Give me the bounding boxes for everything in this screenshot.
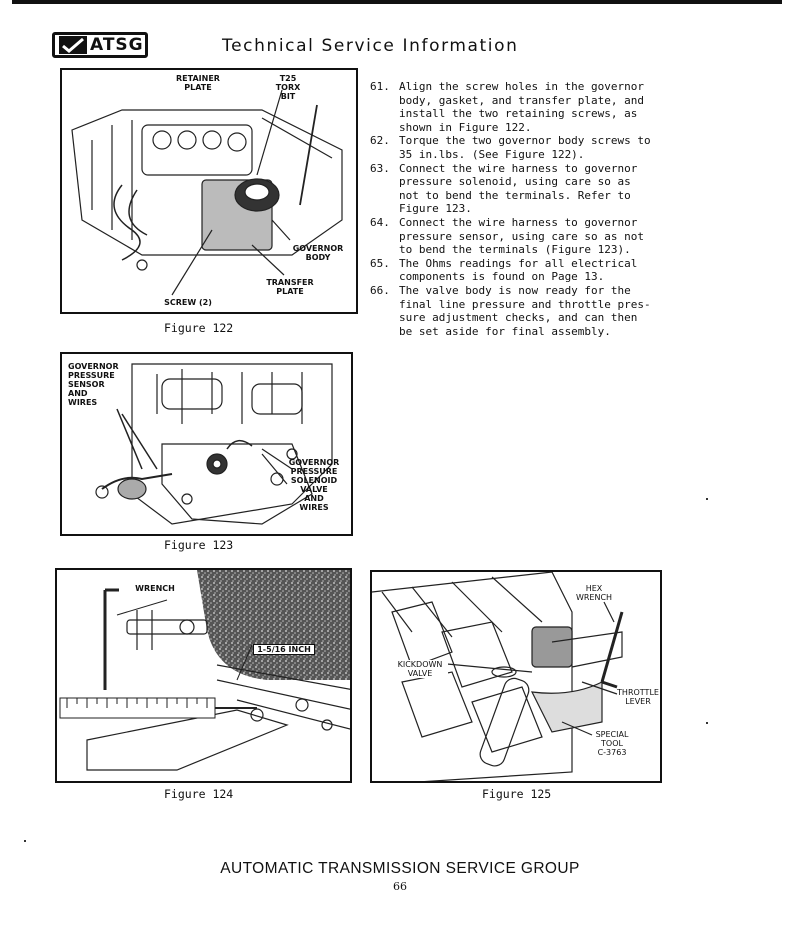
step-64 <box>370 216 670 257</box>
step-65 <box>370 257 670 284</box>
step-66 <box>370 284 670 338</box>
figure-124-caption: Figure 124 <box>164 787 234 801</box>
scan-speck <box>24 840 26 842</box>
atsg-logo <box>52 32 148 58</box>
step-text: Connect the wire harness to governor pressure sensor, using care so as not to bend the terminals (Figure 123). <box>399 215 645 257</box>
figure-125-image <box>370 570 662 783</box>
step-text: Align the screw holes in the governor body, gasket, and transfer plate, and install the two retaining screws, as shown in Figure 122. <box>399 80 645 134</box>
governor-pressure-solenoid-label: GOVERNOR PRESSURE SOLENOID VALVE AND WIRES <box>288 458 340 512</box>
page-title: Technical Service Information <box>222 36 519 56</box>
figure-122-caption: Figure 122 <box>164 321 234 335</box>
figure-123-caption: Figure 123 <box>164 538 234 552</box>
step-number: 62. <box>370 134 390 148</box>
footer-organization: AUTOMATIC TRANSMISSION SERVICE GROUP <box>220 860 580 877</box>
step-text: Torque the two governor body screws to 35 in.lbs. (See Figure 122). <box>399 134 651 161</box>
step-62 <box>370 134 670 161</box>
step-number: 63. <box>370 161 390 175</box>
figure-123-image <box>60 352 353 536</box>
special-tool-label: SPECIAL TOOL C-3763 <box>595 730 629 757</box>
top-rule <box>12 0 782 4</box>
instruction-steps <box>370 80 670 338</box>
checkmark-icon <box>59 36 87 54</box>
step-61 <box>370 80 670 134</box>
throttle-lever-label: THROTTLE LEVER <box>617 688 659 706</box>
logo-text: ATSG <box>90 35 144 55</box>
t25-torx-bit-label: T25 TORX BIT <box>275 74 301 101</box>
ruler-scale <box>60 698 257 718</box>
figure-125-caption: Figure 125 <box>482 787 552 801</box>
transfer-plate-label: TRANSFER PLATE <box>266 278 314 296</box>
retainer-plate-label: RETAINER PLATE <box>176 74 220 92</box>
step-text: Connect the wire harness to governor pressure solenoid, using care so as not to bend the terminals. Refer to Figure 123. <box>399 161 638 216</box>
governor-body-label: GOVERNOR BODY <box>292 244 344 262</box>
figure-122-image <box>60 68 358 314</box>
page-number: 66 <box>393 880 407 893</box>
figure-124-drawing <box>57 570 352 783</box>
step-number: 66. <box>370 283 390 297</box>
step-number: 64. <box>370 215 390 229</box>
measurement-label: 1-5/16 INCH <box>253 644 315 655</box>
wrench-label: WRENCH <box>135 584 175 593</box>
scan-speck <box>706 498 708 500</box>
step-number: 61. <box>370 80 390 93</box>
step-text: The Ohms readings for all electrical components is found on Page 13. <box>399 256 638 284</box>
step-number: 65. <box>370 256 390 270</box>
kickdown-valve-label: KICKDOWN VALVE <box>392 660 448 678</box>
figure-124-image <box>55 568 352 783</box>
step-63 <box>370 162 670 216</box>
step-text: The valve body is now ready for the final line pressure and throttle pres- sure adjustment checks, and can then be set aside for final assembly. <box>399 283 651 338</box>
hex-wrench-label: HEX WRENCH <box>575 584 613 602</box>
governor-pressure-sensor-label: GOVERNOR PRESSURE SENSOR AND WIRES <box>68 362 119 407</box>
scan-speck <box>706 722 708 724</box>
screw-label: SCREW (2) <box>164 298 212 307</box>
